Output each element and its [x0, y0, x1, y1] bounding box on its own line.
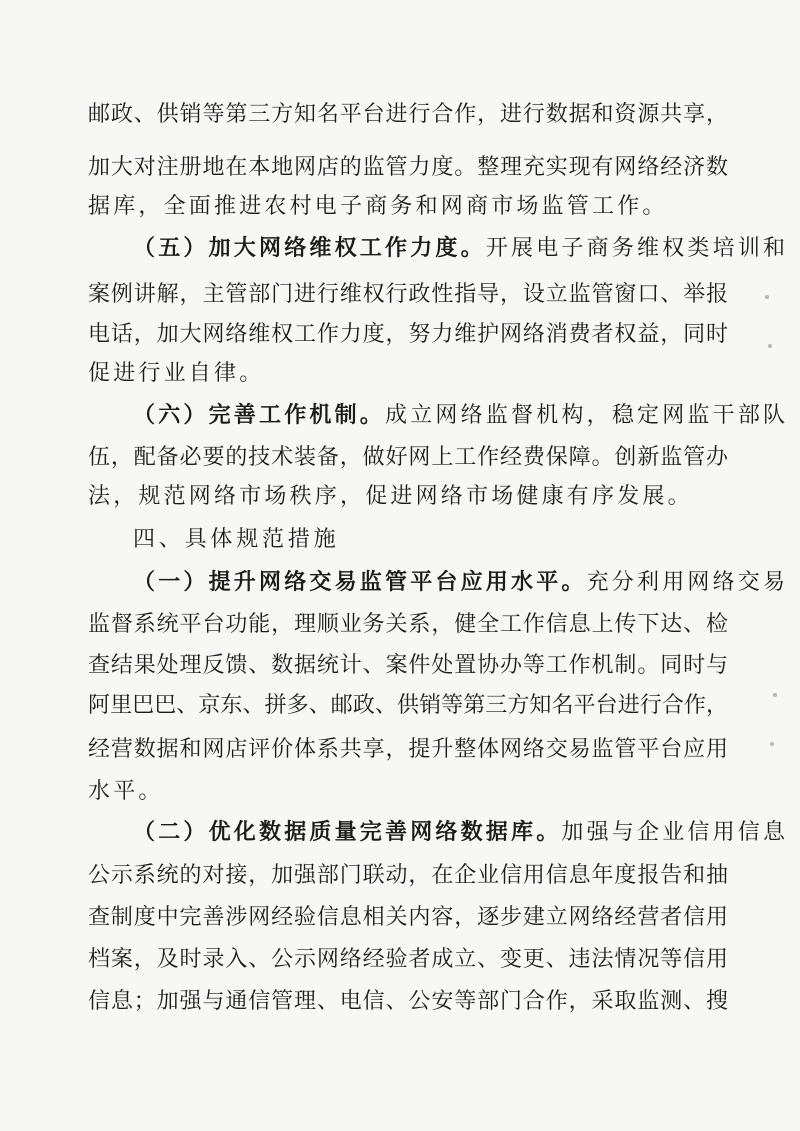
text-line: 公示系统的对接，加强部门联动，在企业信用信息年度报告和抽 — [88, 863, 728, 888]
scan-speck — [773, 693, 777, 697]
text-line: 经营数据和网店评价体系共享，提升整体网络交易监管平台应用 — [88, 737, 728, 762]
text-run: 成立网络监督机构，稳定网监干部队 — [385, 403, 789, 428]
section-title: 四、具体规范措施 — [133, 527, 340, 552]
text-line: 邮政、供销等第三方知名平台进行合作，进行数据和资源共享， — [88, 102, 728, 127]
text-line: 档案，及时录入、公示网络经验者成立、变更、违法情况等信用 — [88, 947, 728, 972]
text-line: 阿里巴巴、京东、拼多、邮政、供销等第三方知名平台进行合作， — [88, 693, 728, 718]
text-line: 案例讲解，主管部门进行维权行政性指导，设立监管窗口、举报 — [88, 282, 728, 307]
paragraph-line — [133, 816, 789, 849]
text-run: 加强与企业信用信息 — [561, 820, 789, 845]
text-line: 电话，加大网络维权工作力度，努力维护网络消费者权益，同时 — [88, 322, 728, 347]
scan-speck — [770, 742, 774, 746]
text-line: 促进行业自律。 — [88, 361, 265, 386]
text-line: 据库，全面推进农村电子商务和网商市场监管工作。 — [88, 194, 668, 219]
text-line: 法，规范网络市场秩序，促进网络市场健康有序发展。 — [88, 484, 693, 509]
text-run: 充分利用网络交易 — [586, 570, 789, 595]
text-line: 监督系统平台功能，理顺业务关系，健全工作信息上传下达、检 — [88, 612, 728, 637]
text-line: 查制度中完善涉网经验信息相关内容，逐步建立网络经营者信用 — [88, 905, 728, 930]
paragraph-line — [133, 399, 789, 432]
text-run: 开展电子商务维权类培训和 — [485, 236, 789, 261]
text-line: 信息；加强与通信管理、电信、公安等部门合作，采取监测、搜 — [88, 989, 728, 1014]
section-heading: （六）完善工作机制。 — [133, 402, 386, 428]
text-line: 伍，配备必要的技术装备，做好网上工作经费保障。创新监管办 — [88, 445, 728, 470]
text-line: 查结果处理反馈、数据统计、案件处置协办等工作机制。同时与 — [88, 653, 728, 678]
section-heading: （二）优化数据质量完善网络数据库。 — [133, 819, 562, 845]
scan-speck — [765, 295, 769, 299]
section-heading: （五）加大网络维权工作力度。 — [133, 235, 486, 261]
paragraph-line — [133, 566, 789, 599]
paragraph-line — [133, 232, 789, 265]
section-heading: （一）提升网络交易监管平台应用水平。 — [133, 569, 587, 595]
text-line: 加大对注册地在本地网店的监管力度。整理充实现有网络经济数 — [88, 155, 728, 180]
scan-speck — [768, 344, 772, 348]
text-line: 水平。 — [88, 779, 164, 804]
